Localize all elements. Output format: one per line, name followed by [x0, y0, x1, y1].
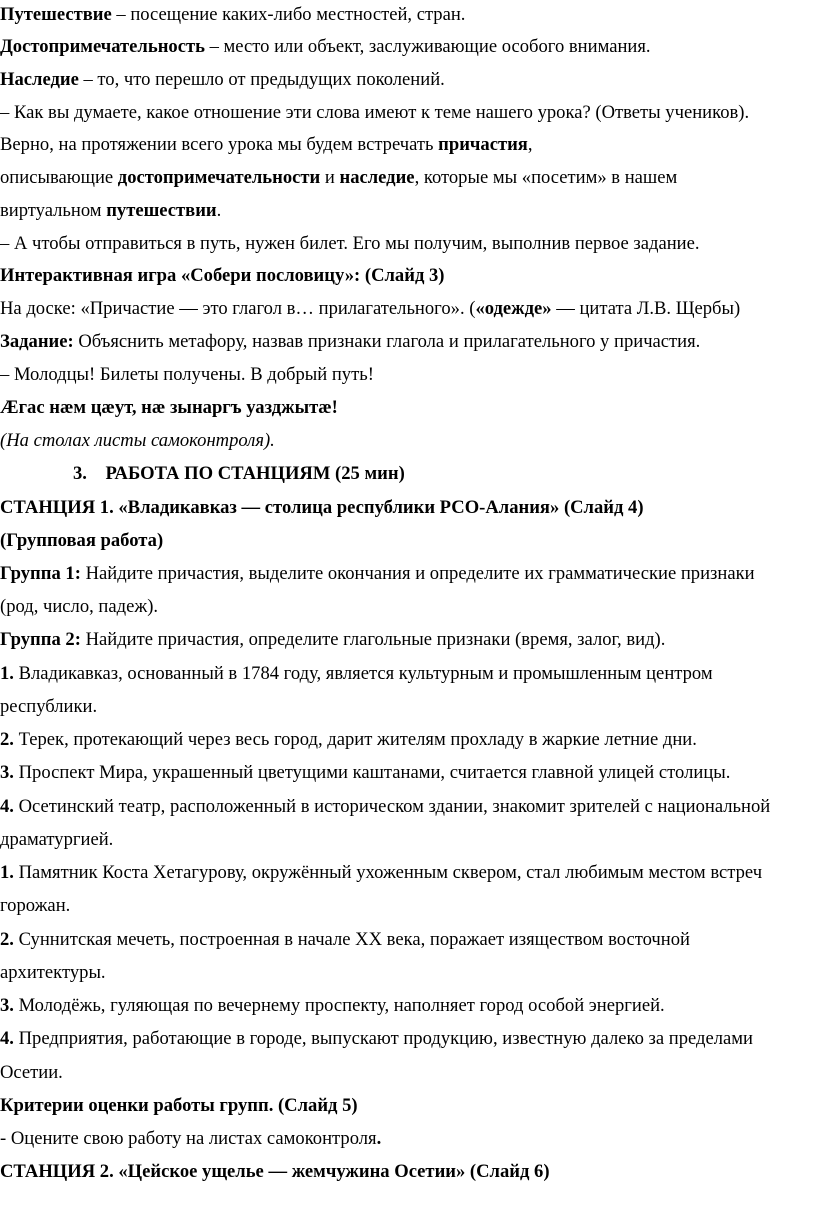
term-heritage: Наследие [0, 69, 79, 90]
list-item-cont: горожан. [0, 895, 71, 916]
evaluate-line: - Оцените свою работу на листах самоконтроля. [0, 1128, 382, 1149]
paragraph-line: Верно, на протяжении всего урока мы будем встречать причастия, [0, 134, 533, 155]
list-item-cont: Осетии. [0, 1062, 63, 1083]
board-line: На доске: «Причастие — это глагол в… прилагательного». («одежде» — цитата Л.В. Щербы) [0, 298, 741, 319]
term-travel: Путешествие [0, 4, 112, 25]
list-item: 2. Суннитская мечеть, построенная в начале XX века, поражает изяществом восточной [0, 929, 690, 950]
term-landmark: Достопримечательность [0, 36, 205, 57]
definition-landmark: Достопримечательность – место или объект, заслуживающие особого внимания. [0, 36, 651, 57]
self-control-note: (На столах листы самоконтроля). [0, 430, 275, 451]
group-1-line: Группа 1: Найдите причастия, выделите окончания и определите их грамматические признаки [0, 563, 755, 584]
section-3-heading: 3. РАБОТА ПО СТАНЦИЯМ (25 мин) [73, 463, 405, 484]
ticket-line: – А чтобы отправиться в путь, нужен билет. Его мы получим, выполнив первое задание. [0, 233, 700, 254]
list-item: 2. Терек, протекающий через весь город, дарит жителям прохладу в жаркие летние дни. [0, 729, 697, 750]
paragraph-line: описывающие достопримечательности и наследие, которые мы «посетим» в нашем [0, 167, 678, 188]
station-1-heading: СТАНЦИЯ 1. «Владикавказ — столица республики РСО-Алания» (Слайд 4) [0, 497, 644, 518]
station-2-heading: СТАНЦИЯ 2. «Цейское ущелье — жемчужина Осетии» (Слайд 6) [0, 1161, 550, 1182]
definition-travel: Путешествие – посещение каких-либо местностей, стран. [0, 4, 466, 25]
list-item: 4. Осетинский театр, расположенный в историческом здании, знакомит зрителей с национальной [0, 796, 771, 817]
list-item-cont: драматургией. [0, 829, 114, 850]
group-2-line: Группа 2: Найдите причастия, определите глагольные признаки (время, залог, вид). [0, 629, 666, 650]
group-work-label: (Групповая работа) [0, 530, 164, 551]
task-line: Задание: Объяснить метафору, назвав признаки глагола и прилагательного у причастия. [0, 331, 701, 352]
list-item: 4. Предприятия, работающие в городе, выпускают продукцию, известную далеко за пределами [0, 1028, 753, 1049]
game-heading: Интерактивная игра «Собери пословицу»: (Слайд 3) [0, 265, 445, 286]
well-done-line: – Молодцы! Билеты получены. В добрый путь! [0, 364, 374, 385]
list-item: 1. Памятник Коста Хетагурову, окружённый ухоженным сквером, стал любимым местом встреч [0, 862, 763, 883]
group-1-line-cont: (род, число, падеж). [0, 596, 159, 617]
list-item-cont: республики. [0, 696, 98, 717]
list-item-cont: архитектуры. [0, 962, 106, 983]
list-item: 3. Проспект Мира, украшенный цветущими каштанами, считается главной улицей столицы. [0, 762, 731, 783]
list-item: 3. Молодёжь, гуляющая по вечернему проспекту, наполняет город особой энергией. [0, 995, 665, 1016]
teacher-question: – Как вы думаете, какое отношение эти слова имеют к теме нашего урока? (Ответы учеников). [0, 102, 750, 123]
ossetian-greeting: Æгас нæм цæут, нæ зынаргъ уазджытæ! [0, 397, 338, 418]
criteria-heading: Критерии оценки работы групп. (Слайд 5) [0, 1095, 358, 1116]
definition-heritage: Наследие – то, что перешло от предыдущих поколений. [0, 69, 445, 90]
paragraph-line: виртуальном путешествии. [0, 200, 222, 221]
list-item: 1. Владикавказ, основанный в 1784 году, является культурным и промышленным центром [0, 663, 713, 684]
